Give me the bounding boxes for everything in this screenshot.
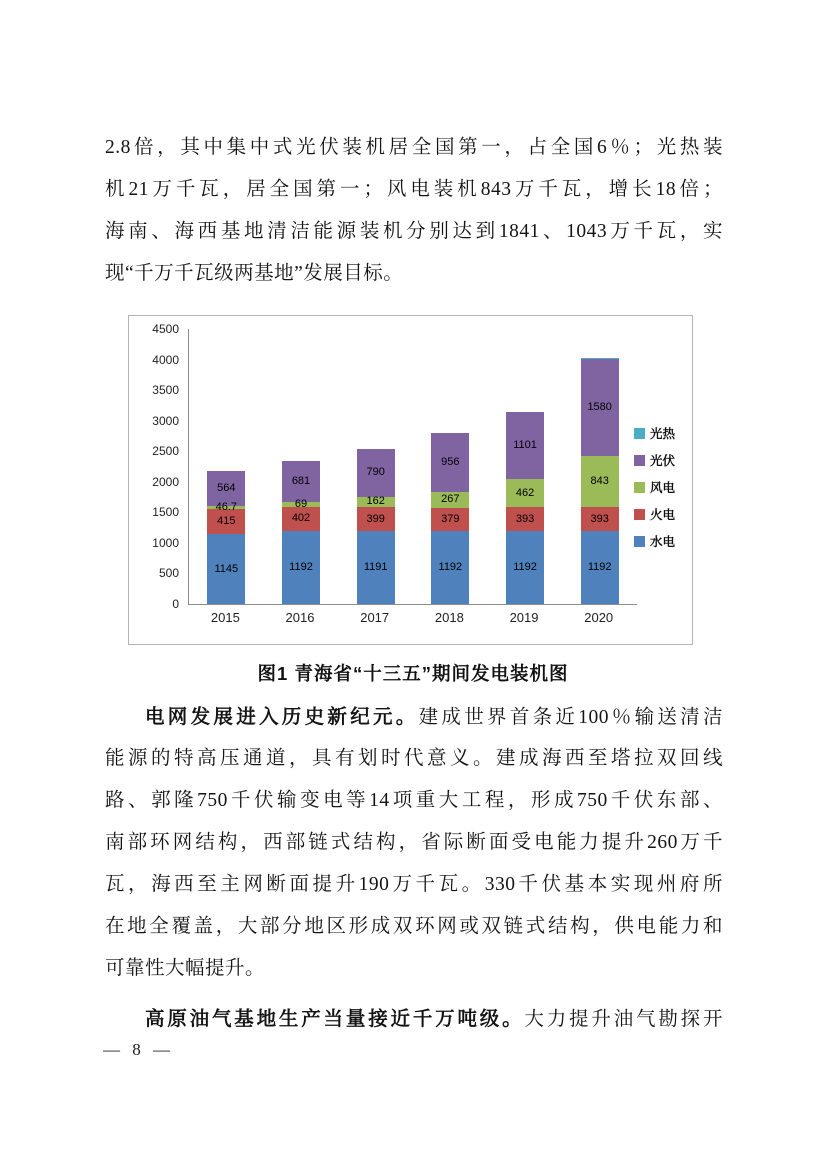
y-tick-label: 0 (172, 597, 179, 611)
segment-风电 (207, 500, 245, 513)
segment-value: 399 (366, 512, 385, 525)
page-number: — 8 — (103, 1040, 174, 1059)
legend-swatch (634, 536, 645, 547)
stacked-bar (431, 433, 469, 604)
x-tick-label: 2019 (509, 610, 539, 625)
chart-legend (634, 424, 684, 550)
segment-value: 681 (291, 475, 311, 488)
legend-swatch (634, 455, 645, 466)
chart-y-axis (129, 322, 183, 611)
legend-swatch (634, 428, 645, 439)
segment-水电 (282, 531, 320, 604)
legend-swatch (634, 482, 645, 493)
legend-item-水电 (634, 532, 684, 550)
segment-value: 1192 (438, 561, 463, 574)
segment-value: 162 (366, 495, 385, 508)
segment-value: 1101 (513, 438, 537, 451)
stacked-bar (207, 471, 245, 604)
segment-水电 (207, 534, 245, 604)
segment-value: 393 (515, 512, 535, 525)
segment-风电 (431, 492, 469, 508)
segment-风电 (357, 497, 395, 507)
text-line (105, 696, 723, 738)
stacked-bar (282, 461, 320, 604)
segment-光伏 (357, 449, 395, 497)
text-line: 现“千万千瓦级两基地”发展目标。 (105, 263, 404, 284)
y-tick-label: 2500 (152, 444, 179, 459)
paragraph-grid-lines (105, 738, 723, 990)
legend-label: 光伏 (650, 454, 676, 468)
bar-2020 (562, 329, 637, 604)
text-line: 可靠性大幅提升。 (105, 958, 266, 979)
segment-火电 (506, 507, 544, 531)
stacked-bar (506, 412, 544, 604)
bar-2019 (488, 329, 563, 604)
y-tick-label: 2000 (152, 474, 179, 489)
segment-value: 1580 (587, 400, 612, 413)
legend-item-光伏 (634, 451, 684, 469)
segment-风电 (282, 498, 320, 510)
text-line: 海南、海西基地清洁能源装机分别达到1841、1043万千瓦，实 (105, 221, 723, 242)
legend-label: 风电 (650, 481, 676, 495)
segment-value: 1191 (363, 561, 388, 574)
bar-2016 (264, 329, 339, 604)
bar-2015 (189, 329, 264, 604)
stacked-bar (357, 449, 395, 604)
text-line: 南部环网结构，西部链式结构，省际断面受电能力提升260万千 (105, 832, 723, 853)
segment-光伏 (506, 412, 544, 479)
segment-value: 402 (291, 512, 311, 525)
figure-chart (128, 315, 693, 645)
segment-value: 790 (366, 466, 385, 479)
segment-水电 (357, 531, 395, 604)
segment-value: 46.7 (215, 500, 238, 513)
bar-2017 (338, 329, 413, 604)
text-line: 在地全覆盖，大部分地区形成双环网或双链式结构，供电能力和 (105, 916, 723, 937)
legend-item-风电 (634, 478, 684, 496)
text-line: 路、郭隆750千伏输变电等14项重大工程，形成750千伏东部、 (105, 790, 723, 811)
segment-风电 (581, 456, 619, 508)
bar-2018 (413, 329, 488, 604)
paragraph-oilgas-line1-rest: 大力提升油气勘探开 (524, 1009, 723, 1030)
figure-caption: 图1 青海省“十三五”期间发电装机图 (257, 663, 569, 684)
segment-水电 (431, 531, 469, 604)
segment-value: 379 (441, 513, 460, 526)
segment-火电 (431, 508, 469, 531)
segment-水电 (506, 531, 544, 604)
segment-火电 (282, 507, 320, 532)
segment-value: 69 (294, 498, 308, 510)
legend-item-光热 (634, 424, 684, 442)
segment-水电 (581, 531, 619, 604)
text-line: 瓦，海西至主网断面提升190万千瓦。330千伏基本实现州府所 (105, 874, 723, 895)
text-line: 能源的特高压通道，具有划时代意义。建成海西至塔拉双回线 (105, 748, 723, 769)
chart-bars (188, 329, 637, 605)
segment-风电 (506, 479, 544, 507)
legend-label: 火电 (650, 508, 676, 522)
segment-光热 (581, 358, 619, 359)
x-tick-label: 2016 (285, 610, 315, 625)
x-tick-label: 2018 (434, 610, 464, 625)
paragraph-grid-line1-rest: 建成世界首条近100％输送清洁 (418, 707, 723, 728)
paragraph-grid-lead: 电网发展进入历史新纪元。 (145, 706, 419, 728)
segment-火电 (357, 507, 395, 531)
y-tick-label: 3500 (152, 383, 179, 398)
y-tick-label: 4500 (152, 322, 179, 336)
paragraph-oilgas (105, 998, 723, 1040)
segment-火电 (581, 507, 619, 531)
y-tick-label: 3000 (152, 413, 179, 428)
x-tick-label: 2015 (210, 610, 240, 625)
segment-value: 267 (441, 493, 460, 506)
text-line (105, 998, 723, 1040)
y-tick-label: 1000 (152, 535, 179, 550)
x-tick-label: 2020 (584, 610, 614, 625)
legend-label: 水电 (650, 535, 676, 549)
stacked-bar (581, 358, 619, 604)
legend-label: 光热 (650, 427, 676, 441)
y-tick-label: 500 (158, 566, 179, 581)
segment-光伏 (431, 433, 469, 491)
text-line: 机21万千瓦，居全国第一；风电装机843万千瓦，增长18倍； (105, 179, 723, 200)
paragraph-oilgas-lead: 高原油气基地生产当量接近千万吨级。 (145, 1008, 525, 1030)
segment-value: 462 (515, 486, 535, 499)
legend-item-火电 (634, 505, 684, 523)
segment-value: 1192 (513, 561, 537, 574)
y-tick-label: 1500 (152, 505, 179, 520)
paragraph-intro (105, 127, 723, 295)
chart-x-axis (188, 610, 636, 625)
y-tick-label: 4000 (152, 352, 179, 367)
paragraph-grid (105, 696, 723, 990)
legend-swatch (634, 509, 645, 520)
segment-value: 1145 (214, 562, 239, 575)
segment-value: 415 (217, 514, 236, 527)
segment-光伏 (581, 359, 619, 456)
segment-value: 564 (217, 482, 236, 495)
segment-光伏 (282, 461, 320, 503)
segment-value: 393 (590, 512, 609, 525)
text-line: 2.8倍，其中集中式光伏装机居全国第一，占全国6％；光热装 (105, 137, 723, 158)
segment-value: 1192 (289, 561, 313, 574)
segment-value: 843 (590, 474, 609, 487)
segment-value: 956 (441, 455, 460, 468)
x-tick-label: 2017 (360, 610, 390, 625)
segment-value: 1192 (587, 561, 612, 574)
